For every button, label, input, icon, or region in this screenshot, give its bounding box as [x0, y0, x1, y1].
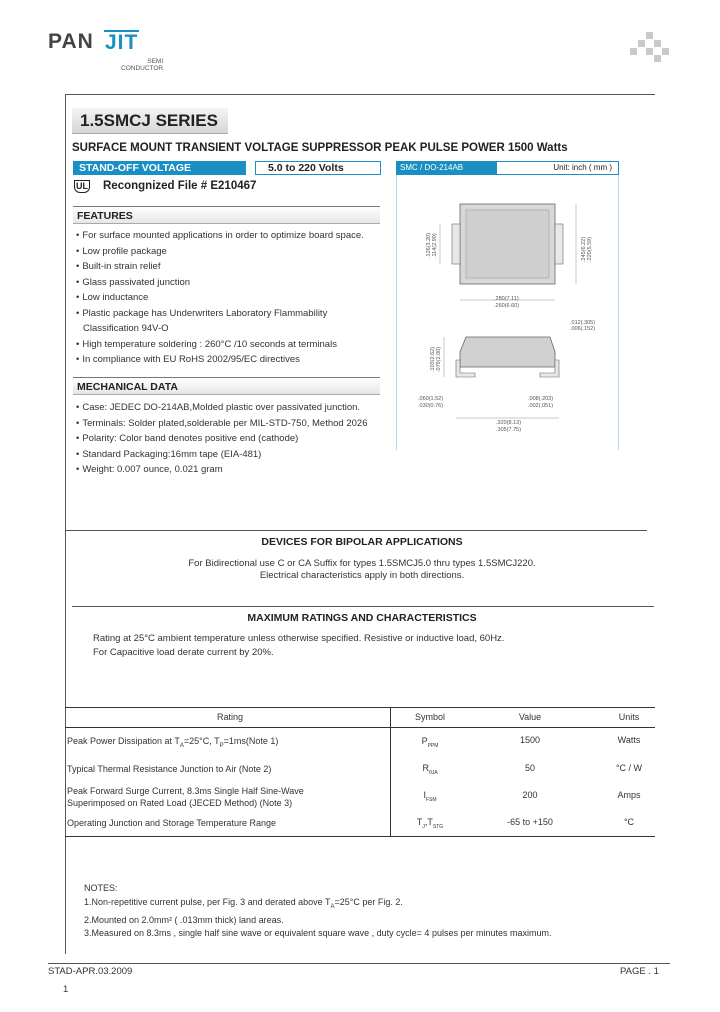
symbol-cell: [405, 790, 455, 803]
col-rating: Rating: [216, 712, 243, 722]
divider: [65, 530, 647, 531]
dim-h-left-top: .126(3.20): [426, 232, 432, 258]
bipolar-line-1: For Bidirectional use C or CA Suffix for types 1.5SMCJ5.0 thru types 1.5SMCJ220.: [188, 558, 536, 569]
stand-off-label: STAND-OFF VOLTAGE: [73, 161, 246, 175]
dim-h-left-bot: .114(2.90): [432, 233, 438, 258]
units-cell: °C: [623, 817, 635, 827]
list-item: • Low profile package: [76, 244, 386, 260]
list-item: • High temperature soldering : 260°C /10 seconds at terminals: [76, 337, 386, 353]
top-view-inner: [466, 210, 549, 278]
page-number: 1: [63, 984, 69, 995]
table-header-line: [65, 727, 655, 728]
list-item: • Built-in strain relief: [76, 259, 386, 275]
symbol-cell: [405, 817, 455, 830]
ul-recognized-text: Recongnized File # E210467: [103, 180, 257, 192]
frame-left-line: [65, 94, 66, 954]
table-row: Typical Thermal Resistance Junction to Air (Note 2): [67, 764, 272, 774]
list-item: • In compliance with EU RoHS 2002/95/EC directives: [76, 352, 386, 368]
list-item: • Low inductance: [76, 290, 386, 306]
dim-w-bot: .260(6.60): [494, 303, 520, 309]
decorative-squares: [630, 32, 670, 62]
notes: [84, 882, 551, 941]
bipolar-heading: DEVICES FOR BIPOLAR APPLICATIONS: [261, 536, 463, 548]
symbol-mid: ,T: [424, 817, 433, 827]
symbol-sub: FSM: [425, 796, 437, 803]
list-item: • Plastic package has Underwriters Laboratory Flammability Classification 94V-O: [76, 306, 346, 337]
lead-right: [555, 224, 563, 264]
package-drawing: [400, 182, 615, 442]
note-text: =25°C per Fig. 2.: [334, 896, 403, 907]
symbol-cell: [405, 763, 455, 776]
symbol-sub: J: [422, 823, 425, 830]
ratings-note-2: For Capacitive load derate current by 20%.: [93, 647, 274, 658]
row-text: =25°C, T: [183, 736, 220, 746]
units-cell: Watts: [617, 735, 641, 745]
list-item: • Weight: 0.007 ounce, 0.021 gram: [76, 462, 386, 478]
symbol-sub: STG: [432, 823, 444, 830]
features-list: [76, 228, 386, 368]
dim-side-h-top: .103(2.62): [430, 346, 436, 372]
dim-total-top: .320(8.13): [496, 420, 522, 426]
table-row: Operating Junction and Storage Temperature Range: [67, 818, 276, 828]
dim-total-bot: .305(7.75): [496, 427, 522, 433]
footer-page: PAGE . 1: [620, 966, 659, 977]
dim-t-top: .012(.305): [570, 320, 596, 326]
units-cell: Amps: [617, 790, 641, 800]
mechanical-heading: MECHANICAL DATA: [73, 377, 380, 395]
symbol-main: T: [416, 817, 423, 827]
table-top-line: [65, 707, 655, 708]
list-item: • For surface mounted applications in order to optimize board space.: [76, 228, 386, 244]
features-heading: FEATURES: [73, 206, 380, 224]
value-cell: 50: [524, 763, 535, 773]
dim-t-bot: .006(.152): [570, 326, 596, 332]
footer-line: [48, 963, 670, 964]
ratings-heading: MAXIMUM RATINGS AND CHARACTERISTICS: [247, 612, 477, 624]
col-symbol: Symbol: [414, 712, 445, 722]
logo-conductor: CONDUCTOR: [121, 65, 164, 72]
page-title: 1.5SMCJ SERIES: [72, 108, 228, 134]
dim-lead-l-top: .060(1.52): [418, 396, 444, 402]
dim-h-right-bot: .220(5.59): [587, 236, 593, 262]
list-item: • Glass passivated junction: [76, 275, 386, 291]
row-text: Peak Forward Surge Current, 8.3ms Single Half Sine-Wave: [67, 786, 304, 796]
table-row: [67, 785, 304, 809]
headline: SURFACE MOUNT TRANSIENT VOLTAGE SUPPRESSOR PEAK PULSE POWER 1500 Watts: [72, 142, 568, 154]
row-sub: A: [179, 742, 184, 749]
side-view-body: [460, 337, 555, 367]
list-item: • Standard Packaging:16mm tape (EIA-481): [76, 447, 386, 463]
value-cell: 200: [522, 790, 538, 800]
list-item: • Terminals: Solder plated,solderable per MIL-STD-750, Method 2026: [76, 416, 386, 432]
symbol-main: I: [423, 790, 426, 800]
logo-semi: SEMI: [147, 58, 164, 65]
row-text: =1ms(Note 1): [223, 736, 279, 746]
bipolar-line-2: Electrical characteristics apply in both directions.: [259, 570, 465, 581]
mechanical-list: [76, 400, 386, 478]
symbol-cell: [405, 736, 455, 749]
logo-jit: JIT: [105, 31, 139, 54]
lead-left: [452, 224, 460, 264]
dim-lead-r-top: .008(.203): [528, 396, 554, 402]
value-cell: 1500: [519, 735, 541, 745]
units-cell: °C / W: [615, 763, 643, 773]
row-sub: P: [219, 742, 224, 749]
table-bottom-line: [65, 836, 655, 837]
symbol-sub: θJA: [428, 769, 438, 776]
list-item: • Case: JEDEC DO-214AB,Molded plastic over passivated junction.: [76, 400, 386, 416]
dim-w-top: .280(7.11): [494, 296, 519, 302]
note-text: 1.Non-repetitive current pulse, per Fig. 3 and derated above T: [84, 896, 331, 907]
note-2: 2.Mounted on 2.0mm² ( .013mm thick) land areas.: [84, 914, 284, 925]
frame-top-line: [65, 94, 655, 95]
row-text: Superimposed on Rated Load (JECED Method) (Note 3): [67, 798, 293, 808]
package-header: [396, 161, 619, 175]
value-cell: -65 to +150: [507, 817, 553, 827]
package-name: SMC / DO-214AB: [397, 162, 497, 174]
list-item: • Polarity: Color band denotes positive end (cathode): [76, 431, 386, 447]
table-row: [67, 735, 278, 752]
symbol-main: P: [421, 736, 428, 746]
symbol-sub: PPM: [427, 742, 439, 749]
ul-icon: UL: [76, 181, 88, 191]
logo-pan: PAN: [48, 30, 94, 53]
col-units: Units: [618, 712, 640, 722]
dim-lead-r-bot: .002(.051): [528, 403, 554, 409]
dim-h-right-top: .245(6.22): [581, 236, 587, 262]
symbol-main: R: [422, 763, 429, 773]
note-1: [84, 896, 551, 914]
dim-side-h-bot: .079(2.00): [436, 346, 442, 372]
ratings-note-1: Rating at 25°C ambient temperature unless otherwise specified. Resistive or inductive load, 60Hz.: [93, 633, 505, 644]
divider: [72, 606, 654, 607]
note-3: 3.Measured on 8.3ms , single half sine wave or equivalent square wave , duty cycle= 4 pulses per minutes maximum.: [84, 928, 552, 939]
notes-heading: NOTES:: [84, 883, 118, 893]
row-text: Peak Power Dissipation at T: [67, 736, 180, 746]
dim-lead-l-bot: .030(0.76): [418, 403, 444, 409]
note-sub: A: [330, 903, 335, 910]
footer-date: STAD-APR.03.2009: [48, 966, 133, 977]
col-value: Value: [518, 712, 542, 722]
stand-off-value: 5.0 to 220 Volts: [255, 161, 381, 175]
package-unit: Unit: inch ( mm ): [497, 162, 618, 174]
logo-subtitle: [121, 58, 163, 72]
